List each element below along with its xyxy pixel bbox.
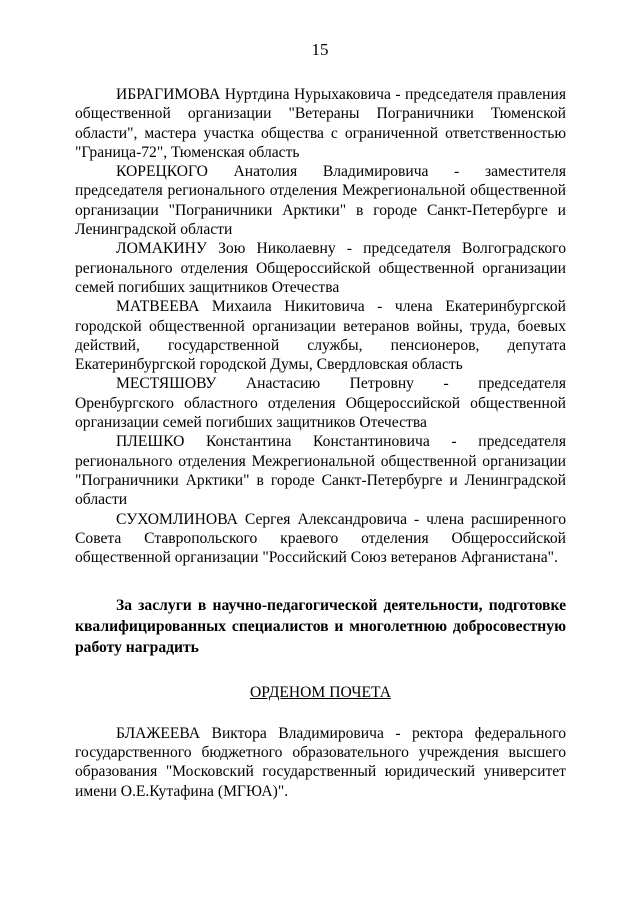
list-item: КОРЕЦКОГО Анатолия Владимировича - заместителя председателя регионального отделения Межрегиональной общественной организации "Пограничники Арктики" в городе Санкт-Петербурге и Ленинградской области [75, 163, 566, 239]
section-heading: За заслуги в научно-педагогической деятельности, подготовке квалифицированных специалистов и многолетнюю добросовестную работу наградить [75, 597, 566, 657]
page-number: 15 [311, 40, 329, 59]
list-item: ЛОМАКИНУ Зою Николаевну - председателя Волгоградского регионального отделения Общероссийской общественной организации семей погибших защитников Отечества [75, 240, 566, 296]
award-recipient: БЛАЖЕЕВА Виктора Владимировича - ректора федерального государственного бюджетного образовательного учреждения высшего образования "Московский государственный юридический университет имени О.Е.Кутафина (МГЮА)". [75, 724, 566, 800]
list-item: ИБРАГИМОВА Нуртдина Нурыхаковича - председателя правления общественной организации "Ветераны Пограничники Тюменской области", мастера участка общества с ограниченной ответственностью "Граница-72", Тюменская область [75, 86, 566, 161]
list-item: СУХОМЛИНОВА Сергея Александровича - члена расширенного Совета Ставропольского краевого отделения Общероссийской общественной организации "Российский Союз ветеранов Афганистана". [75, 510, 566, 567]
list-item: МАТВЕЕВА Михаила Никитовича - члена Екатеринбургской городской общественной организации ветеранов войны, труда, боевых действий, государственной службы, пенсионеров, депутата Екатеринбургской городской Думы, Свердловская область [75, 298, 566, 374]
list-item: МЕСТЯШОВУ Анастасию Петровну - председателя Оренбургского областного отделения Общероссийской общественной организации семей погибших защитников Отечества [75, 375, 566, 432]
document-body [75, 85, 566, 817]
award-title: ОРДЕНОМ ПОЧЕТА [249, 684, 391, 702]
list-item: ПЛЕШКО Константина Константиновича - председателя регионального отделения Межрегиональной общественной организации "Пограничники Арктики" в городе Санкт-Петербурге и Ленинградской области [75, 433, 566, 509]
